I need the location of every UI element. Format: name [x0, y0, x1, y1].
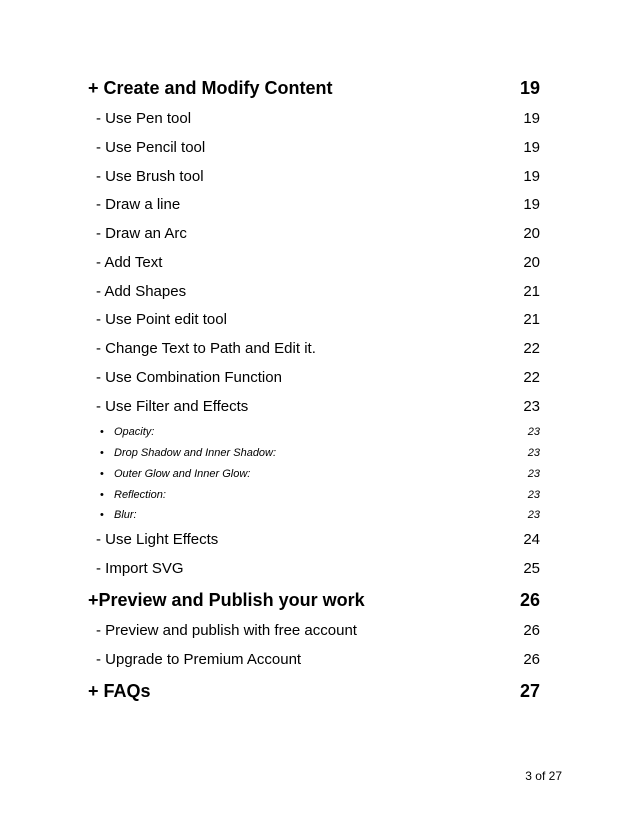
toc-page-number: 23 — [527, 509, 540, 521]
bullet-icon: • — [100, 489, 104, 501]
toc-page-number: 27 — [519, 681, 540, 701]
toc-entry-title — [88, 590, 365, 611]
toc-entry-title — [100, 468, 250, 480]
bullet-icon: • — [100, 468, 104, 480]
toc-entry-title: - Change Text to Path and Edit it. — [96, 340, 316, 357]
toc-page-number: 25 — [523, 560, 540, 577]
toc-entry-title: - Add Shapes — [96, 283, 187, 300]
toc-page-number: 23 — [527, 489, 540, 501]
toc-bullet-label: Outer Glow and Inner Glow: — [114, 468, 251, 480]
toc-page-number: 22 — [523, 340, 540, 357]
toc-entry-title: - Use Filter and Effects — [96, 398, 249, 415]
toc-entry-title — [100, 509, 137, 521]
toc-entry-title: - Use Light Effects — [96, 531, 219, 548]
plus-icon: + — [88, 78, 104, 98]
toc-entry-title: - Preview and publish with free account — [96, 622, 357, 639]
toc-heading-label: FAQs — [103, 681, 151, 701]
toc-bullet-label: Opacity: — [114, 426, 155, 438]
toc-page-number: 26 — [523, 651, 540, 668]
toc-page-number: 26 — [519, 590, 540, 610]
bullet-icon: • — [100, 426, 104, 438]
toc-entry-title: - Use Pencil tool — [96, 139, 206, 156]
toc-heading-label: Create and Modify Content — [103, 78, 333, 98]
toc-page-number: 20 — [523, 225, 540, 242]
plus-icon: + — [88, 590, 99, 610]
toc-entry-title: - Use Point edit tool — [96, 311, 227, 328]
toc-page-number: 19 — [523, 139, 540, 156]
toc-entry-title: - Use Combination Function — [96, 369, 282, 386]
toc-entry-title — [100, 447, 276, 459]
toc-page-number: 23 — [527, 468, 540, 480]
toc-entry-title — [88, 78, 333, 99]
toc-page-number: 19 — [523, 110, 540, 127]
toc-bullet-label: Drop Shadow and Inner Shadow: — [114, 447, 277, 459]
toc-page-number: 26 — [523, 622, 540, 639]
toc-page-number: 19 — [523, 196, 540, 213]
toc-page-number: 20 — [523, 254, 540, 271]
bullet-icon: • — [100, 447, 104, 459]
toc-page-number: 23 — [523, 398, 540, 415]
toc-page-number: 19 — [523, 168, 540, 185]
toc-bullet-label: Reflection: — [114, 489, 166, 501]
toc-page-number: 22 — [523, 369, 540, 386]
toc-entry-title: - Draw an Arc — [96, 225, 187, 242]
toc-bullet-label: Blur: — [114, 509, 137, 521]
toc-page-number: 19 — [519, 78, 540, 98]
toc-page-number: 21 — [523, 283, 540, 300]
toc-page-number: 23 — [527, 426, 540, 438]
toc-entry-title — [88, 681, 151, 702]
toc-entry-title: - Upgrade to Premium Account — [96, 651, 302, 668]
bullet-icon: • — [100, 509, 104, 521]
toc-entry-title: - Draw a line — [96, 196, 181, 213]
plus-icon: + — [88, 681, 104, 701]
toc-entry-title: - Import SVG — [96, 560, 184, 577]
toc-entry-title: - Add Text — [96, 254, 163, 271]
toc-page-number: 21 — [523, 311, 540, 328]
page-number: 3 of 27 — [525, 769, 562, 783]
toc-entry-title — [100, 426, 154, 438]
toc-entry-title — [100, 489, 166, 501]
toc-page-number: 24 — [523, 531, 540, 548]
toc-entry-title: - Use Pen tool — [96, 110, 192, 127]
toc-heading-label: Preview and Publish your work — [98, 590, 365, 610]
toc-page-number: 23 — [527, 447, 540, 459]
toc-entry-title: - Use Brush tool — [96, 168, 204, 185]
